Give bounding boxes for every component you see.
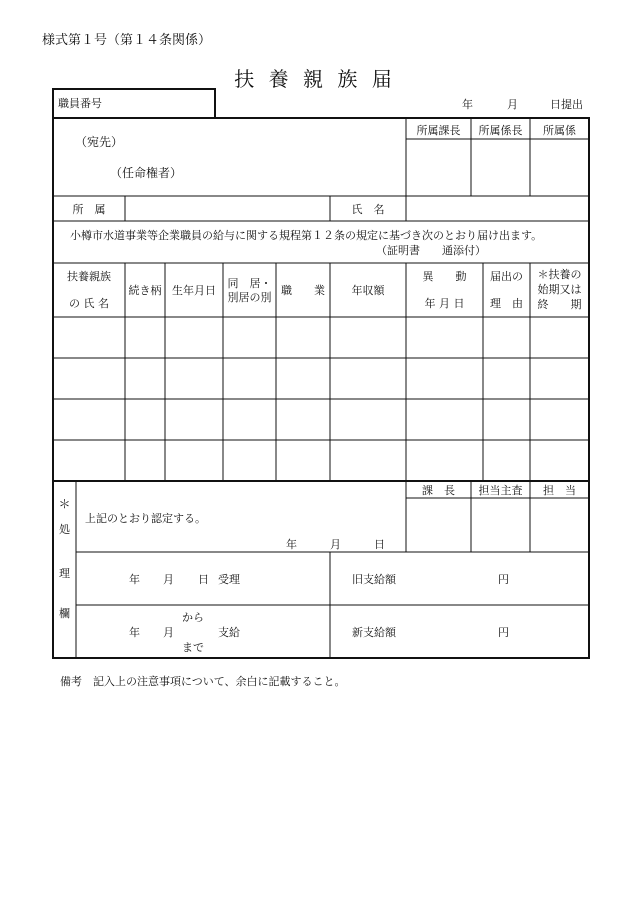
receipt-year-label: 年 — [129, 573, 140, 586]
new-pay-label: 新支給額 — [352, 626, 396, 639]
approval-chief: 課 長 — [422, 484, 455, 497]
old-pay-yen: 円 — [498, 573, 509, 586]
pay-year-label: 年 — [129, 626, 140, 639]
pay-month-label: 月 — [163, 626, 174, 639]
staff-number-label: 職員番号 — [58, 97, 102, 110]
statement-line1: 小樽市水道事業等企業職員の給与に関する規程第１２条の規定に基づき次のとおり届け出ます。 — [70, 229, 543, 242]
approval-section-staff: 所属係 — [543, 124, 576, 137]
form-number: 様式第１号（第１４条関係） — [42, 33, 212, 48]
name-label: 氏 名 — [351, 203, 385, 216]
processing-mark: ＊ — [58, 497, 71, 511]
table-row[interactable] — [54, 400, 588, 439]
col-dependent-line2: の 氏 名 — [69, 297, 109, 310]
statement-line2: （証明書 通添付） — [376, 244, 486, 257]
approval-staff: 担 当 — [543, 484, 576, 497]
new-pay-yen: 円 — [498, 626, 509, 639]
col-birthdate: 生年月日 — [172, 284, 216, 297]
certify-text: 上記のとおり認定する。 — [85, 512, 206, 525]
col-relation: 続き柄 — [128, 284, 162, 297]
certify-day-label: 日 — [374, 538, 385, 551]
col-start-line2: 始期又は — [537, 283, 582, 296]
receipt-label: 受理 — [218, 573, 240, 586]
appointer-label: （任命権者） — [110, 166, 183, 180]
affiliation-label: 所 属 — [72, 203, 106, 216]
col-reason-line1: 届出の — [490, 270, 523, 283]
col-occupation: 職 業 — [281, 284, 325, 297]
affiliation-field[interactable] — [126, 197, 329, 220]
name-field[interactable] — [407, 197, 588, 220]
from-label: から — [182, 611, 204, 624]
col-change-line2: 年 月 日 — [424, 297, 465, 310]
table-row[interactable] — [54, 318, 588, 357]
col-start-line3: 終 期 — [537, 298, 582, 311]
col-dependent-line1: 扶養親族 — [67, 270, 111, 283]
table-row[interactable] — [54, 359, 588, 398]
footer-note: 備考 記入上の注意事項について、余白に記載すること。 — [60, 675, 346, 688]
until-label: まで — [182, 641, 204, 654]
receipt-month-label: 月 — [163, 573, 174, 586]
processing-label-char: 処 — [59, 523, 70, 536]
date-year-label: 年 — [462, 98, 473, 111]
approval-section-chief: 所属課長 — [416, 124, 461, 137]
col-income: 年収額 — [351, 284, 385, 297]
certify-month-label: 月 — [330, 538, 341, 551]
address-to-label: （宛先） — [75, 135, 124, 149]
staff-number-field[interactable] — [58, 110, 208, 111]
col-cohabit-line2: 別居の別 — [227, 291, 272, 304]
old-pay-label: 旧支給額 — [352, 573, 396, 586]
pay-label: 支給 — [218, 626, 240, 639]
date-month-label: 月 — [507, 98, 518, 111]
col-change-line1: 異 動 — [422, 270, 467, 283]
approval-main-inspector: 担当主査 — [478, 484, 523, 497]
processing-label-char: 理 — [59, 567, 70, 580]
approval-section-subchief: 所属係長 — [478, 124, 523, 137]
col-cohabit-line1: 同 居・ — [227, 277, 272, 290]
receipt-day-label: 日 — [198, 573, 209, 586]
certify-year-label: 年 — [286, 538, 297, 551]
col-reason-line2: 理 由 — [490, 297, 523, 310]
date-submit-label: 日提出 — [550, 98, 583, 111]
processing-label-char: 欄 — [59, 607, 70, 620]
page-title: 扶 養 親 族 届 — [234, 67, 396, 91]
col-start-line1: ＊扶養の — [537, 268, 582, 281]
table-row[interactable] — [54, 441, 588, 480]
